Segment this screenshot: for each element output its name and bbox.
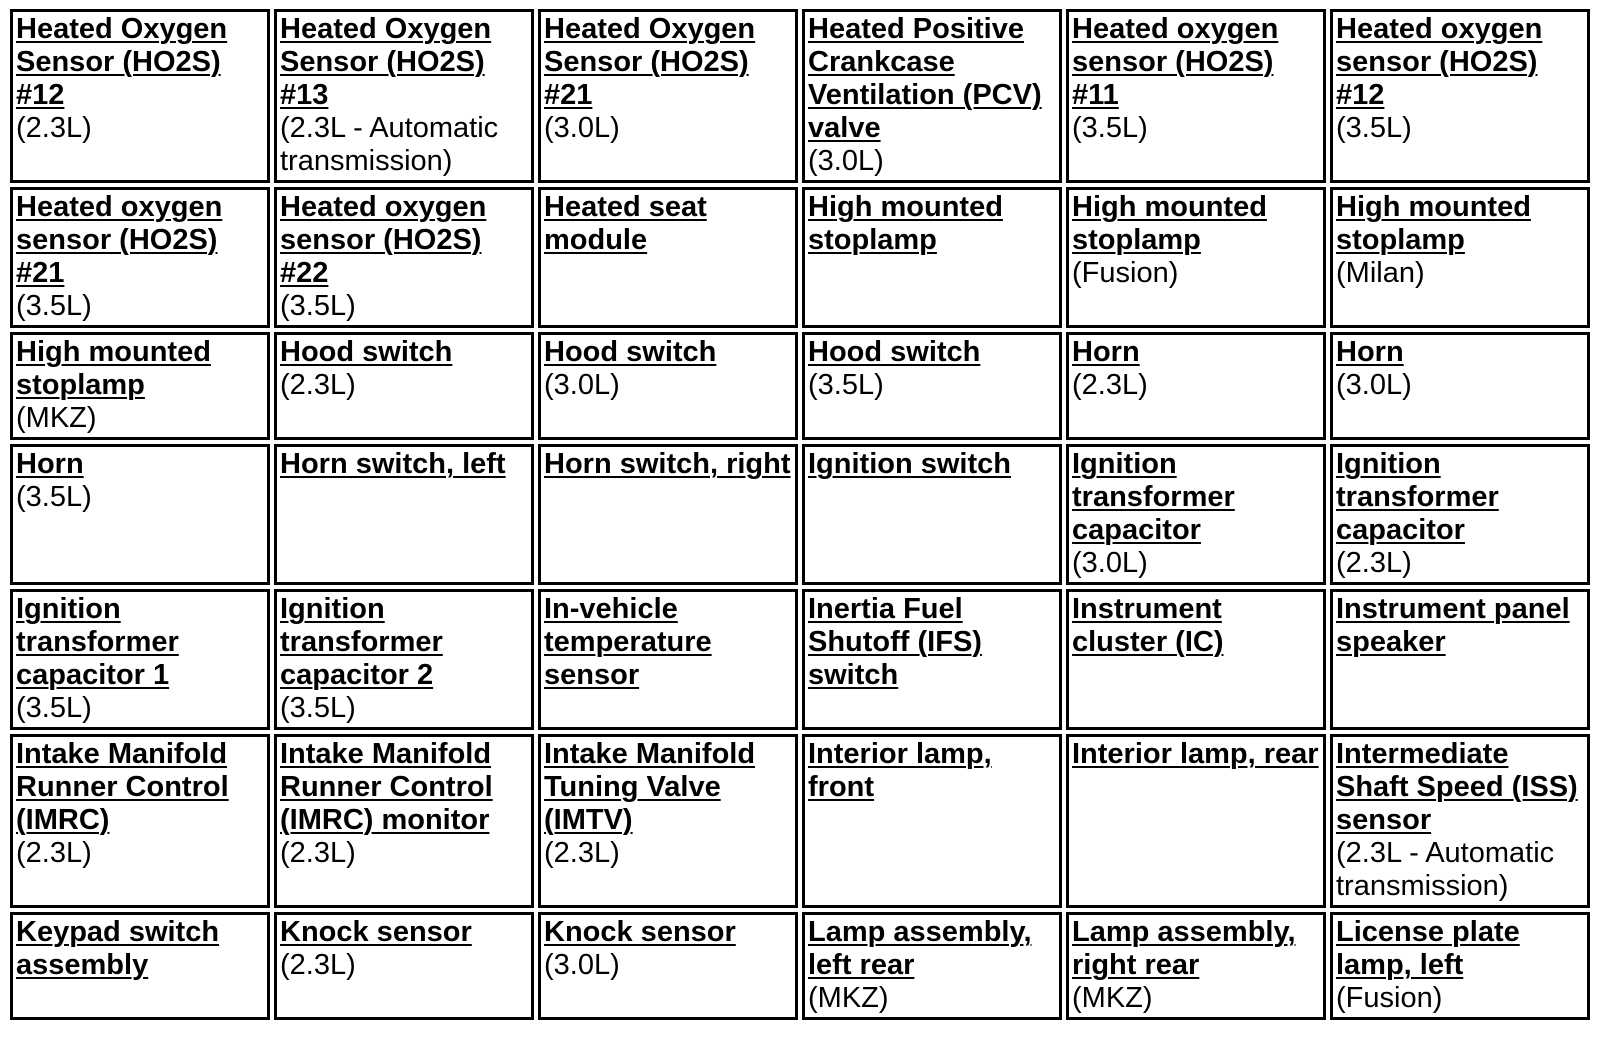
component-cell	[10, 444, 270, 585]
component-link[interactable]: Intake Manifold Tuning Valve (IMTV)	[544, 738, 756, 836]
component-qualifier: (2.3L)	[1336, 547, 1412, 579]
component-link[interactable]: Horn switch, left	[280, 448, 506, 480]
table-row	[10, 912, 1590, 1020]
component-cell	[1330, 912, 1590, 1020]
component-qualifier: (Fusion)	[1072, 257, 1179, 289]
component-link[interactable]: Heated oxygen sensor (HO2S) #22	[280, 191, 487, 289]
component-cell	[538, 734, 798, 908]
component-qualifier: (3.0L)	[544, 112, 620, 144]
component-link[interactable]: In-vehicle temperature sensor	[544, 593, 712, 691]
table-row	[10, 187, 1590, 328]
component-qualifier: (3.5L)	[1336, 112, 1412, 144]
component-cell	[10, 734, 270, 908]
component-cell	[1066, 332, 1326, 440]
component-link[interactable]: Ignition transformer capacitor	[1336, 448, 1499, 546]
component-cell	[274, 734, 534, 908]
component-cell	[1066, 9, 1326, 183]
component-link[interactable]: Intake Manifold Runner Control (IMRC)	[16, 738, 229, 836]
component-qualifier: (2.3L)	[1072, 369, 1148, 401]
component-qualifier: (2.3L - Automatic transmission)	[1336, 837, 1555, 902]
component-link[interactable]: Instrument cluster (IC)	[1072, 593, 1224, 658]
component-cell	[274, 589, 534, 730]
component-link[interactable]: Heated seat module	[544, 191, 707, 256]
component-cell	[274, 912, 534, 1020]
component-link[interactable]: Horn	[16, 448, 84, 480]
component-cell	[538, 589, 798, 730]
component-cell	[274, 187, 534, 328]
component-link[interactable]: Lamp assembly, right rear	[1072, 916, 1296, 981]
component-qualifier: (2.3L)	[16, 112, 92, 144]
component-cell	[1330, 444, 1590, 585]
component-qualifier: (Milan)	[1336, 257, 1425, 289]
component-cell	[1066, 589, 1326, 730]
component-link[interactable]: Heated Oxygen Sensor (HO2S) #12	[16, 13, 228, 111]
component-qualifier: (2.3L - Automatic transmission)	[280, 112, 499, 177]
component-qualifier: (3.0L)	[1336, 369, 1412, 401]
component-qualifier: (2.3L)	[16, 837, 92, 869]
component-link[interactable]: Instrument panel speaker	[1336, 593, 1570, 658]
component-link[interactable]: Knock sensor	[544, 916, 736, 948]
component-qualifier: (3.5L)	[808, 369, 884, 401]
component-cell	[10, 912, 270, 1020]
component-link[interactable]: Ignition transformer capacitor 1	[16, 593, 179, 691]
component-cell	[538, 444, 798, 585]
component-qualifier: (MKZ)	[1072, 982, 1153, 1014]
component-link[interactable]: Lamp assembly, left rear	[808, 916, 1032, 981]
component-link[interactable]: Intake Manifold Runner Control (IMRC) monitor	[280, 738, 493, 836]
component-link[interactable]: High mounted stoplamp	[808, 191, 1003, 256]
component-link[interactable]: Hood switch	[280, 336, 453, 368]
component-qualifier: (3.5L)	[16, 481, 92, 513]
component-link[interactable]: Hood switch	[808, 336, 981, 368]
component-cell	[1066, 444, 1326, 585]
component-qualifier: (3.5L)	[16, 692, 92, 724]
component-cell	[1330, 9, 1590, 183]
table-row	[10, 444, 1590, 585]
component-cell	[538, 187, 798, 328]
component-link[interactable]: Horn	[1336, 336, 1404, 368]
component-cell	[1330, 734, 1590, 908]
component-cell	[10, 589, 270, 730]
component-link[interactable]: Horn	[1072, 336, 1140, 368]
component-cell	[1066, 912, 1326, 1020]
component-qualifier: (MKZ)	[16, 402, 97, 434]
component-cell	[802, 589, 1062, 730]
component-qualifier: (3.0L)	[544, 369, 620, 401]
component-link[interactable]: Heated Oxygen Sensor (HO2S) #13	[280, 13, 492, 111]
component-qualifier: (MKZ)	[808, 982, 889, 1014]
component-link[interactable]: Heated Positive Crankcase Ventilation (PCV) valve	[808, 13, 1042, 144]
component-link[interactable]: High mounted stoplamp	[1336, 191, 1531, 256]
component-link[interactable]: Hood switch	[544, 336, 717, 368]
component-link[interactable]: Heated oxygen sensor (HO2S) #11	[1072, 13, 1279, 111]
component-link[interactable]: Ignition transformer capacitor 2	[280, 593, 443, 691]
component-qualifier: (3.0L)	[544, 949, 620, 981]
component-cell	[802, 444, 1062, 585]
component-cell	[538, 9, 798, 183]
table-row	[10, 734, 1590, 908]
component-index-table	[6, 5, 1594, 1024]
component-cell	[274, 444, 534, 585]
component-link[interactable]: Heated Oxygen Sensor (HO2S) #21	[544, 13, 756, 111]
component-qualifier: (2.3L)	[280, 369, 356, 401]
component-cell	[802, 9, 1062, 183]
component-cell	[538, 912, 798, 1020]
component-cell	[802, 332, 1062, 440]
component-link[interactable]: Interior lamp, rear	[1072, 738, 1319, 770]
component-cell	[1066, 187, 1326, 328]
component-link[interactable]: Keypad switch assembly	[16, 916, 220, 981]
component-link[interactable]: Intermediate Shaft Speed (ISS) sensor	[1336, 738, 1578, 836]
component-link[interactable]: Ignition transformer capacitor	[1072, 448, 1235, 546]
component-link[interactable]: Ignition switch	[808, 448, 1011, 480]
component-cell	[10, 187, 270, 328]
table-row	[10, 589, 1590, 730]
component-link[interactable]: License plate lamp, left	[1336, 916, 1520, 981]
component-index-body	[10, 9, 1590, 1020]
component-link[interactable]: Heated oxygen sensor (HO2S) #12	[1336, 13, 1543, 111]
component-cell	[1330, 589, 1590, 730]
component-cell	[10, 9, 270, 183]
component-qualifier: (3.5L)	[16, 290, 92, 322]
component-link[interactable]: High mounted stoplamp	[1072, 191, 1267, 256]
component-cell	[1330, 332, 1590, 440]
component-cell	[274, 9, 534, 183]
component-cell	[10, 332, 270, 440]
table-row	[10, 332, 1590, 440]
component-cell	[1330, 187, 1590, 328]
component-link[interactable]: High mounted stoplamp	[16, 336, 211, 401]
component-link[interactable]: Interior lamp, front	[808, 738, 992, 803]
component-qualifier: (2.3L)	[280, 949, 356, 981]
component-link[interactable]: Horn switch, right	[544, 448, 791, 480]
component-qualifier: (3.5L)	[280, 692, 356, 724]
table-row	[10, 9, 1590, 183]
component-cell	[802, 912, 1062, 1020]
component-cell	[538, 332, 798, 440]
component-link[interactable]: Knock sensor	[280, 916, 472, 948]
component-cell	[1066, 734, 1326, 908]
component-cell	[802, 187, 1062, 328]
component-cell	[802, 734, 1062, 908]
component-qualifier: (3.0L)	[1072, 547, 1148, 579]
component-qualifier: (3.5L)	[1072, 112, 1148, 144]
component-qualifier: (3.5L)	[280, 290, 356, 322]
component-link[interactable]: Inertia Fuel Shutoff (IFS) switch	[808, 593, 982, 691]
component-cell	[274, 332, 534, 440]
component-qualifier: (2.3L)	[280, 837, 356, 869]
component-qualifier: (2.3L)	[544, 837, 620, 869]
component-qualifier: (Fusion)	[1336, 982, 1443, 1014]
component-link[interactable]: Heated oxygen sensor (HO2S) #21	[16, 191, 223, 289]
component-qualifier: (3.0L)	[808, 145, 884, 177]
